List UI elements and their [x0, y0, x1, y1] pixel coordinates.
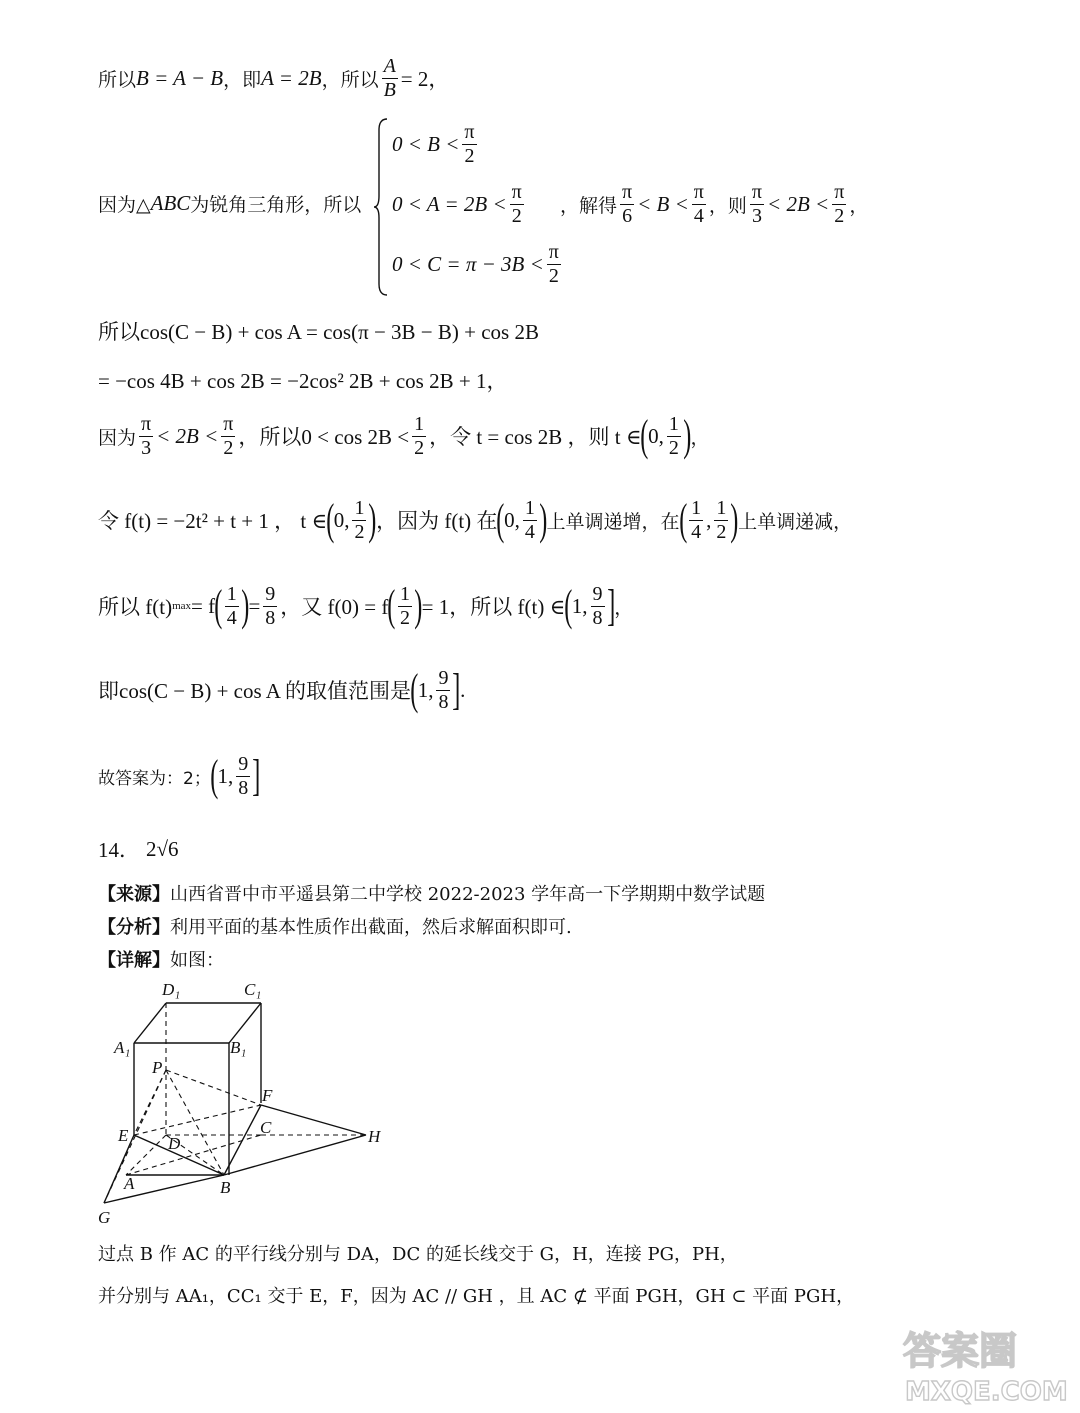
label-A: A	[124, 1174, 135, 1193]
math: B = A − B	[136, 65, 224, 90]
analysis-line: 【分析】利用平面的基本性质作出截面，然后求解面积即可.	[98, 917, 572, 938]
label-B: B	[220, 1178, 231, 1197]
line-11: 并分别与 AA₁，CC₁ 交于 E，F，因为 AC // GH ，且 AC ⊄ 平面 PGH，GH ⊂ 平面 PGH，	[98, 1286, 855, 1307]
label-A1: A₁	[114, 1038, 131, 1057]
detail-line: 【详解】如图：	[98, 950, 224, 971]
label-D1: D₁	[162, 980, 181, 999]
label-D: D	[168, 1134, 181, 1153]
text: 为锐角三角形，所以	[190, 193, 362, 216]
math: ABC	[150, 190, 191, 215]
line-10: 过点 B 作 AC 的平行线分别与 DA，DC 的延长线交于 G，H，连接 PG，PH，	[98, 1244, 738, 1265]
math: = 2，	[400, 67, 450, 91]
label-C: C	[260, 1118, 272, 1137]
svg-text:MXQE.COM: MXQE.COM	[905, 1377, 1068, 1407]
line-5: 因为 $\frac{\pi}{3}$ < 2B < $\frac{\pi}{2}$ ，所以0 < cos 2B < $\frac{1}{2}$ ，令 t = cos 2B ，则 t ∈ ( 0, $\frac{1}{2}$ ) ，	[98, 411, 710, 460]
text: 因为△	[98, 193, 151, 216]
label-E: E	[118, 1126, 129, 1145]
case-row-3: 0 < C = π − 3B < $\frac{\pi}{2}$	[392, 241, 559, 287]
label-B1: B₁	[230, 1038, 247, 1057]
label-P: P	[152, 1058, 163, 1077]
line-8: 即cos(C − B) + cos A 的取值范围是 ( 1, $\frac{9}{8}$ ] .	[98, 665, 466, 714]
label-H: H	[368, 1127, 381, 1146]
label-C1: C₁	[244, 980, 262, 999]
case-row-2: 0 < A = 2B < $\frac{\pi}{2}$	[392, 181, 522, 227]
watermark-logo	[895, 1320, 1075, 1408]
source-line: 【来源】山西省晋中市平遥县第二中学校 2022-2023 学年高一下学期期中数学试题	[98, 884, 766, 905]
label-G: G	[98, 1208, 111, 1227]
math: A = 2B	[261, 65, 322, 90]
text: ，即	[223, 68, 262, 91]
line-4: = −cos 4B + cos 2B = −2cos² 2B + cos 2B + 1，	[98, 369, 508, 393]
line-9-answer: 故答案为：2； ( 1, $\frac{9}{8}$ ]	[98, 751, 261, 800]
brace-icon	[374, 118, 388, 296]
line-3: 所以cos(C − B) + cos A = cos(π − 3B − B) + cos 2B	[98, 320, 539, 344]
label-F: F	[262, 1086, 273, 1105]
text: 所以	[98, 68, 137, 91]
cube-section-figure	[96, 975, 396, 1230]
line-1	[98, 52, 449, 104]
fraction: $\frac{A}{B}$	[383, 54, 396, 101]
question-14: 14． 2√6	[98, 836, 179, 862]
line-2-prefix	[98, 185, 361, 221]
text: ，所以	[321, 68, 379, 91]
line-2-solution: ，解得 $\frac{\pi}{6}$ < B < $\frac{\pi}{4}$ ，则 $\frac{\pi}{3}$ < 2B < $\frac{\pi}{2}$ ，	[560, 180, 869, 227]
line-6: 令 f(t) = −2t² + t + 1 ， t ∈ ( 0, $\frac{1}{2}$ ) ，因为 f(t) 在 ( 0, $\frac{1}{4}$ ) 上单调递增，在 ( $\frac{1}{4}$ , $\frac{1}{2}$ ) 上单调递减，	[98, 495, 853, 544]
case-row-1: 0 < B < $\frac{\pi}{2}$	[392, 121, 475, 167]
svg-text:答案圈: 答案圈	[903, 1329, 1018, 1373]
line-7: 所以 f(t) max = f ( $\frac{1}{4}$ ) = $\frac{9}{8}$ ，又 f(0) = f ( $\frac{1}{2}$ ) = 1，所以 f(t) ∈ ( 1, $\frac{9}{8}$ ] ，	[98, 581, 634, 630]
